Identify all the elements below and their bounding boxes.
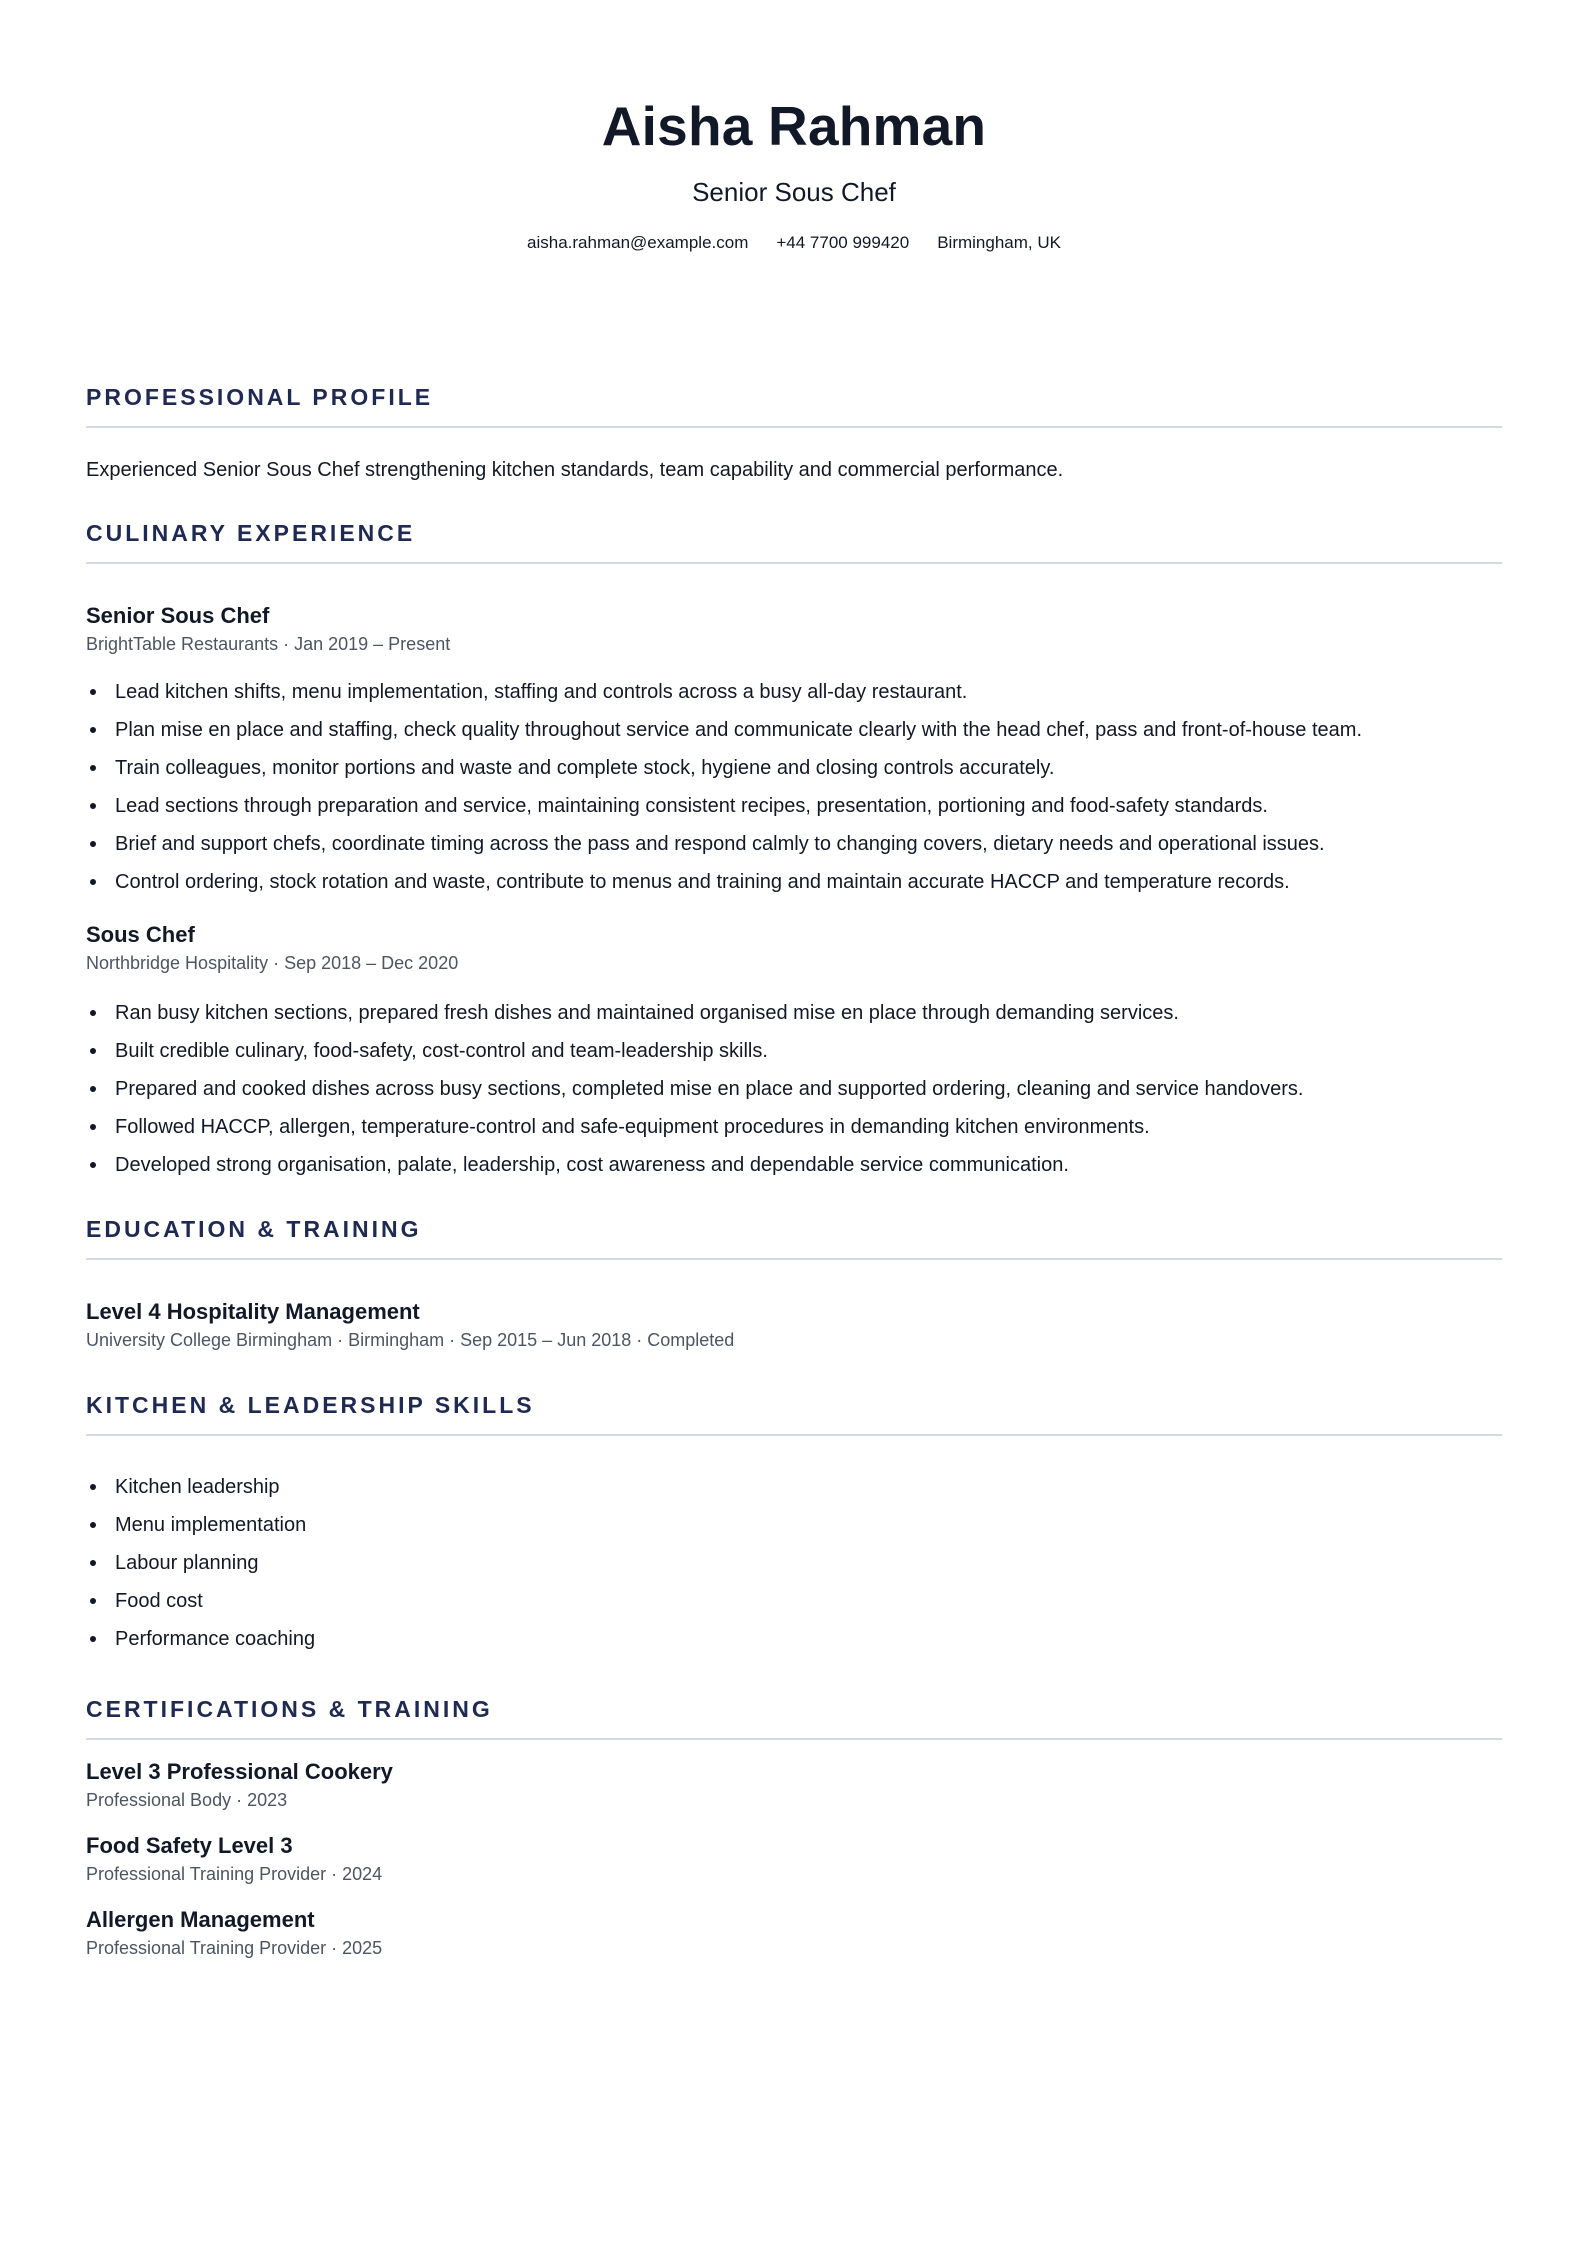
section-certifications: [86, 1694, 1502, 1960]
section-education: [86, 1214, 1502, 1352]
section-heading: CERTIFICATIONS & TRAINING: [86, 1696, 493, 1722]
certification-meta: Professional Training Provider · 2025: [86, 1938, 383, 1958]
education-meta: University College Birmingham · Birmingham · Sep 2015 – Jun 2018 · Completed: [86, 1330, 735, 1350]
education-title: Level 4 Hospitality Management: [86, 1299, 420, 1324]
contact-line: [86, 232, 1502, 254]
job-meta: BrightTable Restaurants · Jan 2019 – Present: [86, 634, 451, 654]
education-entry: [86, 1298, 1502, 1352]
resume-header: [86, 0, 1502, 254]
certification-title: Allergen Management: [86, 1907, 315, 1932]
certification-title: Food Safety Level 3: [86, 1833, 293, 1858]
job-entry: [86, 602, 1502, 901]
list-item: Kitchen leadership: [86, 1468, 1502, 1506]
list-item: Menu implementation: [86, 1506, 1502, 1544]
certification-title: Level 3 Professional Cookery: [86, 1759, 393, 1784]
certification-meta: Professional Training Provider · 2024: [86, 1864, 383, 1884]
contact-phone[interactable]: +44 7700 999420: [776, 233, 910, 252]
section-heading: CULINARY EXPERIENCE: [86, 520, 416, 546]
section-experience: [86, 518, 1502, 1184]
certification-entry: [86, 1832, 1502, 1886]
section-divider: [86, 1434, 1502, 1436]
list-item: Prepared and cooked dishes across busy sections, completed mise en place and supported ordering, cleaning and service handovers.: [86, 1070, 1502, 1108]
certification-entry: [86, 1906, 1502, 1960]
job-bullets: [86, 673, 1502, 901]
list-item: Plan mise en place and staffing, check quality throughout service and communicate clearly with the head chef, pass and front-of-house team.: [86, 711, 1502, 749]
list-item: Train colleagues, monitor portions and waste and complete stock, hygiene and closing controls accurately.: [86, 749, 1502, 787]
profile-text: Experienced Senior Sous Chef strengthening kitchen standards, team capability and commercial performance.: [86, 459, 1064, 481]
list-item: Labour planning: [86, 1544, 1502, 1582]
certification-meta: Professional Body · 2023: [86, 1790, 288, 1810]
section-heading: PROFESSIONAL PROFILE: [86, 384, 434, 410]
list-item: Followed HACCP, allergen, temperature-control and safe-equipment procedures in demanding kitchen environments.: [86, 1108, 1502, 1146]
job-title: Sous Chef: [86, 922, 195, 947]
certification-entry: [86, 1758, 1502, 1812]
list-item: Food cost: [86, 1582, 1502, 1620]
list-item: Built credible culinary, food-safety, cost-control and team-leadership skills.: [86, 1032, 1502, 1070]
list-item: Performance coaching: [86, 1620, 1502, 1658]
section-divider: [86, 1258, 1502, 1260]
job-meta: Northbridge Hospitality · Sep 2018 – Dec 2020: [86, 953, 459, 973]
section-divider: [86, 426, 1502, 428]
contact-email[interactable]: aisha.rahman@example.com: [527, 233, 749, 252]
section-skills: [86, 1390, 1502, 1658]
list-item: Brief and support chefs, coordinate timing across the pass and respond calmly to changing covers, dietary needs and operational issues.: [86, 825, 1502, 863]
candidate-name: Aisha Rahman: [601, 95, 987, 157]
section-profile: [86, 382, 1502, 484]
section-divider: [86, 562, 1502, 564]
section-heading: EDUCATION & TRAINING: [86, 1216, 422, 1242]
list-item: Control ordering, stock rotation and waste, contribute to menus and training and maintain accurate HACCP and temperature records.: [86, 863, 1502, 901]
job-bullets: [86, 994, 1502, 1184]
list-item: Lead kitchen shifts, menu implementation, staffing and controls across a busy all-day restaurant.: [86, 673, 1502, 711]
contact-location: Birmingham, UK: [937, 233, 1061, 252]
section-heading: KITCHEN & LEADERSHIP SKILLS: [86, 1392, 535, 1418]
list-item: Ran busy kitchen sections, prepared fresh dishes and maintained organised mise en place through demanding services.: [86, 994, 1502, 1032]
job-entry: [86, 921, 1502, 1184]
skills-list: [86, 1468, 1502, 1658]
list-item: Lead sections through preparation and service, maintaining consistent recipes, presentation, portioning and food-safety standards.: [86, 787, 1502, 825]
job-title: Senior Sous Chef: [86, 603, 270, 628]
list-item: Developed strong organisation, palate, leadership, cost awareness and dependable service communication.: [86, 1146, 1502, 1184]
candidate-title: Senior Sous Chef: [692, 177, 896, 207]
section-divider: [86, 1738, 1502, 1740]
